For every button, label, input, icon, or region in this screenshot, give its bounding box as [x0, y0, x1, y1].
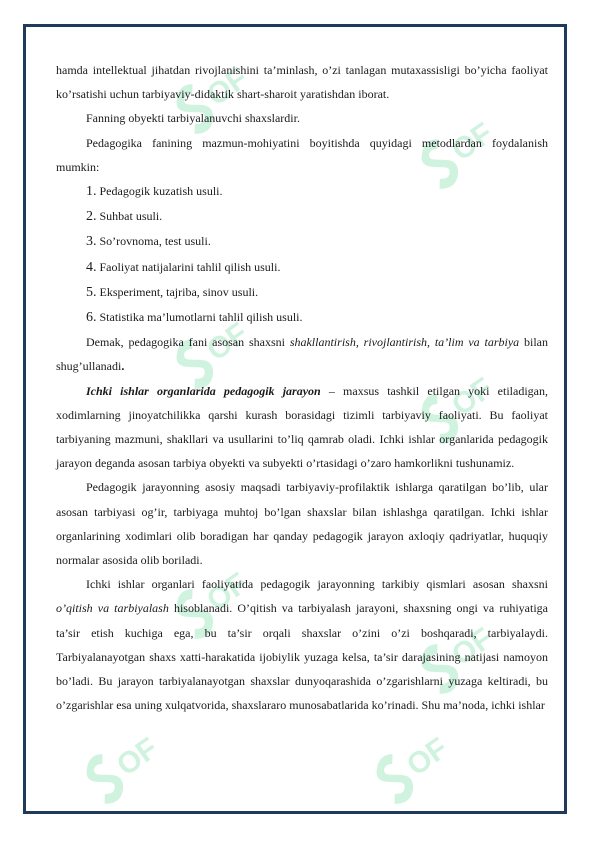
text-run: bilan shug’ullanadi	[56, 335, 549, 374]
paragraph: hamda intellektual jihatdan rivojlanishini ta’minlash, o’zi tanlagan mutaxassisligi bo’yicha faoliyat ko’rsatishi uchun tarbiyaviy-didaktik shart-sharoit yaratishdan iborat.	[56, 63, 548, 102]
list-number: 2.	[86, 209, 97, 225]
text-run: hisoblanadi. O’qitish va tarbiyalash jarayoni, shaxsning ongi va ruhiyatiga ta’sir etish kuchiga ega, bu ta’sir orqali shaxslar o’zini o’zi boshqaradi, tarbiyalaydi. Tarbiyalanayotgan shaxs xatti-harakatida ijobiylik yuzaga kelsa, ta’sir darajasining natijasi namoyon bo’ladi. Bu jarayon tarbiyalanayotgan shaxslar dunyoqarashida o’zgarishlarni yuzaga keltiradi, bu o’zgarishlar esa uning xulqatvorida, shaxslararo munosabatlarida ko’rinadi. Shu ma’noda, ichki ishlar	[56, 601, 548, 713]
document-body	[56, 58, 548, 717]
list-text: Suhbat usuli.	[99, 209, 163, 224]
list-number: 4.	[86, 259, 97, 275]
text-run: .	[121, 359, 125, 374]
list-number: 3.	[86, 234, 97, 250]
paragraph	[56, 379, 548, 476]
paragraph	[56, 330, 548, 378]
text-run: Demak, pedagogika fani asosan shaxsni	[86, 335, 290, 350]
svg-text:OF: OF	[400, 731, 454, 783]
list-text: Pedagogik kuzatish usuli.	[99, 184, 223, 199]
list-item	[56, 305, 548, 330]
svg-text:OF: OF	[110, 731, 164, 783]
italic-run: shakllantirish, rivojlantirish, ta’lim va tarbiya	[289, 335, 520, 350]
list-text: So’rovnoma, test usuli.	[99, 234, 211, 249]
list-number: 6.	[86, 310, 97, 326]
list-number: 1.	[86, 184, 97, 200]
paragraph	[56, 572, 548, 717]
text-run: – maxsus tashkil etilgan yoki etiladigan, xodimlarning jinoyatchilikka qarshi kurash borasidagi tizimli tarbiyaviy faoliyati. Bu faoliyat tarbiyaning mazmuni, shakllari va usullarini to’liq qamrab oladi. Ichki ishlar organlarida pedagogik jarayon deganda asosan tarbiya obyekti va subyekti o’rtasidagi o’zaro hamkorlikni tushunamiz.	[56, 383, 548, 471]
paragraph: Pedagogik jarayonning asosiy maqsadi tarbiyaviy-profilaktik ishlarga qaratilgan bo’lib, ular asosan tarbiyasi og’ir, tarbiyaga muhtoj bo’lgan shaxslar bilan ishlashga qaratilgan. Ichki ishlar organlarining xodimlari olib boradigan har qanday pedagogik jarayon axloqiy qadriyatlar, huquqiy normalar asosida olib boriladi.	[56, 480, 548, 568]
italic-run: o’qitish va tarbiyalash	[56, 601, 169, 616]
svg-text:OF: OF	[200, 61, 254, 113]
list-item	[56, 229, 548, 254]
paragraph: Pedagogika fanining mazmun-mohiyatini boyitishda quyidagi metodlardan foydalanish mumkin:	[56, 135, 548, 174]
paragraph: Fanning obyekti tarbiyalanuvchi shaxslardir.	[86, 111, 300, 126]
list-text: Statistika ma’lumotlarni tahlil qilish usuli.	[99, 310, 303, 325]
svg-text:OF: OF	[445, 371, 499, 423]
svg-text:OF: OF	[445, 621, 499, 673]
list-text: Eksperiment, tajriba, sinov usuli.	[99, 284, 259, 299]
text-run: Ichki ishlar organlari faoliyatida pedagogik jarayonning tarkibiy qismlari asosan shaxsni	[86, 577, 548, 592]
svg-text:OF: OF	[200, 566, 254, 618]
svg-text:OF: OF	[200, 316, 254, 368]
list-item	[56, 179, 548, 204]
svg-text:OF: OF	[445, 116, 499, 168]
list-number: 5.	[86, 284, 97, 300]
methods-list	[56, 179, 548, 330]
list-item	[56, 204, 548, 229]
list-text: Faoliyat natijalarini tahlil qilish usuli.	[99, 259, 281, 274]
term-heading: Ichki ishlar organlarida pedagogik jarayon	[86, 383, 321, 398]
list-item	[56, 280, 548, 305]
list-item	[56, 255, 548, 280]
